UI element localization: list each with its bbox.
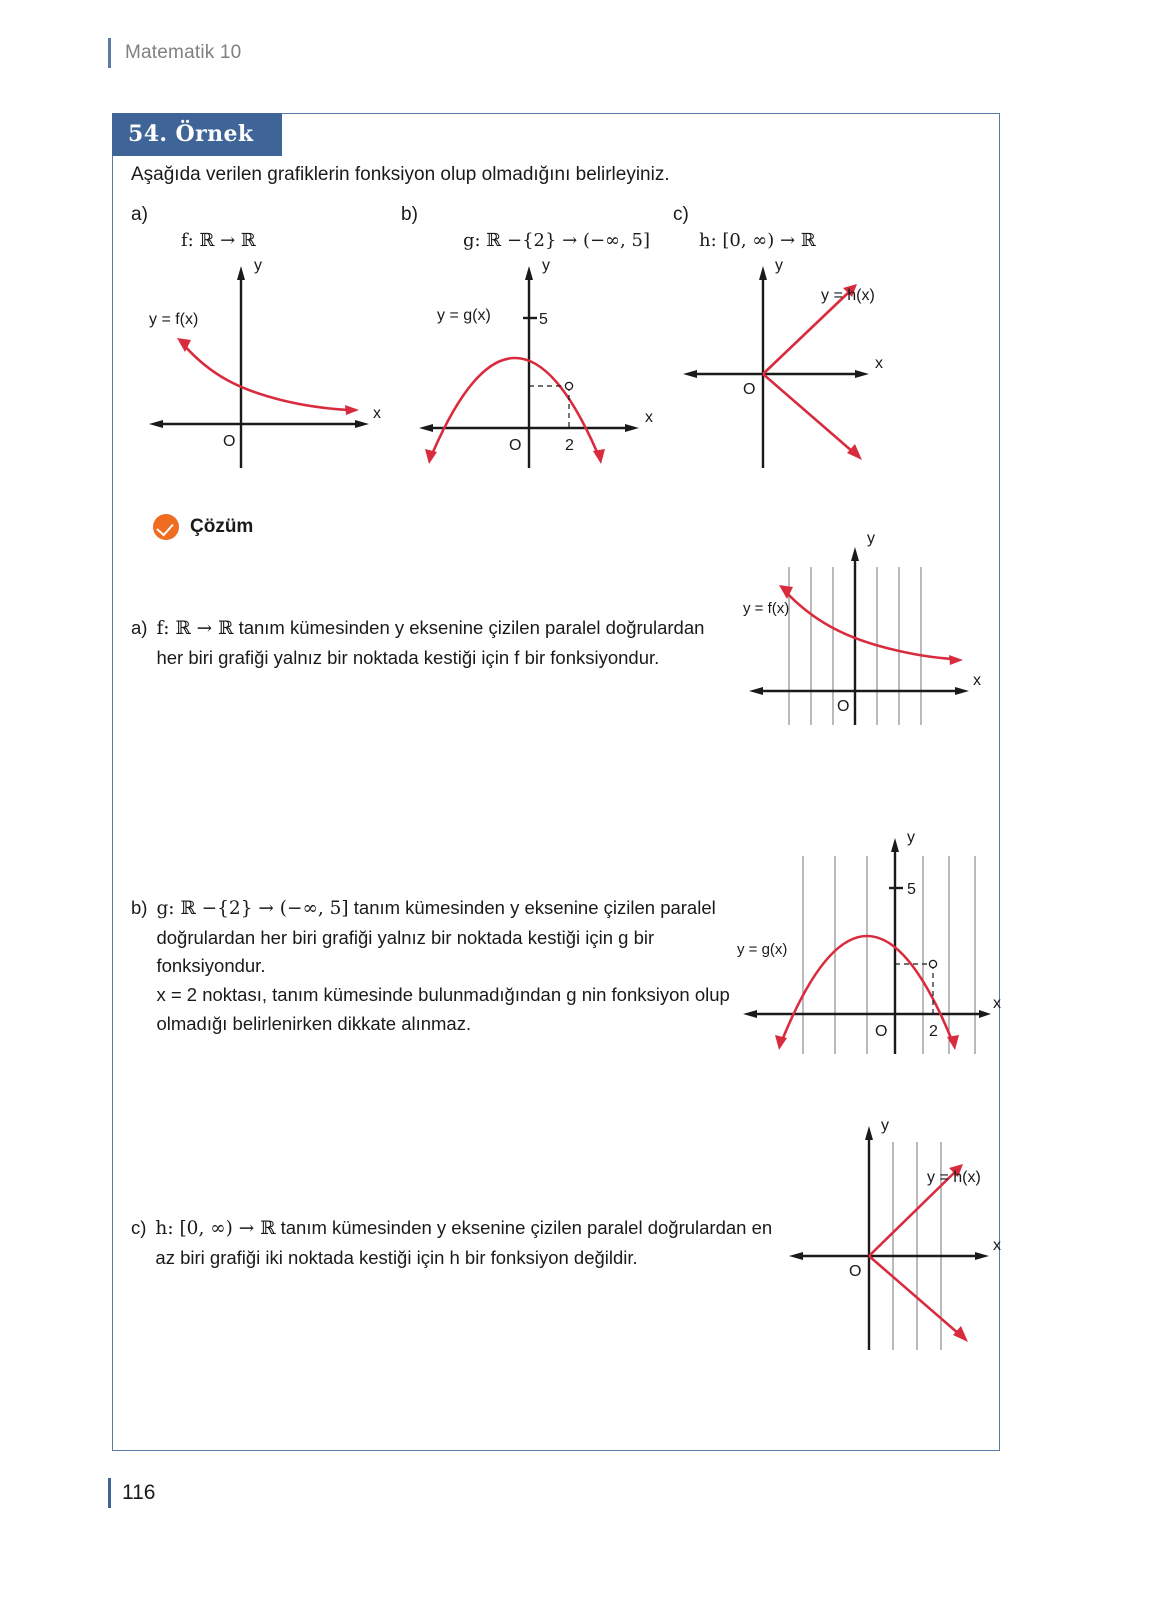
axis-label-x-b: x xyxy=(645,409,653,426)
origin-label-b: O xyxy=(509,437,522,454)
solution-math-b: g: ℝ −{2} → (−∞, 5] xyxy=(156,898,349,919)
origin-label-sol-a: O xyxy=(837,698,850,715)
axis-label-x-c: x xyxy=(875,355,883,372)
problem-domain-c: h: [0, ∞) → ℝ xyxy=(699,230,816,251)
origin-label-c: O xyxy=(743,381,756,398)
axis-label-x-sol-b: x xyxy=(993,995,1001,1012)
problem-letter-a: a) xyxy=(131,204,148,225)
solution-body-c: tanım kümesinden y eksenine çizilen paralel doğrulardan en az biri grafiği iki noktada kestiği için h bir fonksiyon değildir. xyxy=(155,1217,773,1268)
page-footer xyxy=(108,1478,155,1508)
solution-item-c xyxy=(131,1214,779,1272)
x-hole-label-sol-b: 2 xyxy=(929,1023,938,1040)
footer-accent-rule xyxy=(108,1478,111,1508)
solution-body-a: tanım kümesinden y eksenine çizilen paralel doğrulardan her biri grafiği yalnız bir noktada kestiği için f bir fonksiyondur. xyxy=(156,617,705,668)
example-content-box xyxy=(112,113,1000,1451)
axis-label-x-sol-c: x xyxy=(993,1237,1001,1254)
solution-graph-c xyxy=(781,1114,1016,1354)
axis-label-y-a: y xyxy=(254,257,262,274)
example-number-tab: 54. Örnek xyxy=(112,113,282,156)
x-hole-label-b: 2 xyxy=(565,437,574,454)
solution-heading xyxy=(153,514,253,540)
y-max-label-sol-b: 5 xyxy=(907,881,916,898)
problem-graph-c xyxy=(681,256,936,476)
axis-label-y-c: y xyxy=(775,257,783,274)
problem-domain-b: g: ℝ −{2} → (−∞, 5] xyxy=(463,230,650,251)
header-accent-rule xyxy=(108,38,111,68)
curve-label-sol-a: y = f(x) xyxy=(743,600,790,617)
y-max-label-b: 5 xyxy=(539,311,548,328)
problem-graph-a xyxy=(141,256,391,476)
origin-label-sol-b: O xyxy=(875,1023,888,1040)
problem-domain-a: f: ℝ → ℝ xyxy=(181,230,256,251)
solution-text-b xyxy=(156,894,733,1038)
solution-heading-label: Çözüm xyxy=(190,516,254,537)
curve-label-b: y = g(x) xyxy=(437,307,491,324)
curve-label-c: y = h(x) xyxy=(821,287,875,304)
page-header xyxy=(108,38,241,68)
problem-graph-b xyxy=(411,256,676,476)
solution-body-b: tanım kümesinden y eksenine çizilen paralel doğrulardan her biri grafiği yalnız bir noktada kestiği için g bir fonksiyondur. xyxy=(156,897,716,977)
page-number: 116 xyxy=(122,1481,156,1504)
axis-label-x-a: x xyxy=(373,405,381,422)
book-title: Matematik 10 xyxy=(125,42,242,63)
curve-label-sol-b: y = g(x) xyxy=(737,941,788,958)
solution-letter-c: c) xyxy=(131,1217,147,1238)
solution-math-a: f: ℝ → ℝ xyxy=(156,618,234,639)
solution-item-a xyxy=(131,614,731,672)
solution-math-c: h: [0, ∞) → ℝ xyxy=(155,1218,276,1239)
origin-label-sol-c: O xyxy=(849,1263,862,1280)
solution-item-b xyxy=(131,894,733,1038)
example-prompt: Aşağıda verilen grafiklerin fonksiyon olup olmadığını belirleyiniz. xyxy=(131,164,670,185)
curve-label-a: y = f(x) xyxy=(149,311,199,328)
axis-label-y-sol-b: y xyxy=(907,829,915,846)
solution-text-c xyxy=(155,1214,779,1272)
solution-graph-a xyxy=(741,529,991,729)
check-circle-icon xyxy=(153,514,179,540)
axis-label-x-sol-a: x xyxy=(973,672,981,689)
curve-label-sol-c: y = h(x) xyxy=(927,1169,981,1186)
solution-text-a xyxy=(156,614,731,672)
solution-body-b2: x = 2 noktası, tanım kümesinde bulunmadığından g nin fonksiyon olup olmadığı belirlenirken dikkate alınmaz. xyxy=(156,984,730,1034)
solution-graph-b xyxy=(735,824,1001,1059)
problem-letter-c: c) xyxy=(673,204,689,225)
axis-label-y-sol-a: y xyxy=(867,530,875,547)
solution-letter-a: a) xyxy=(131,617,148,638)
solution-letter-b: b) xyxy=(131,897,148,918)
problem-graph-row xyxy=(113,204,1001,494)
problem-letter-b: b) xyxy=(401,204,418,225)
axis-label-y-b: y xyxy=(542,257,550,274)
axis-label-y-sol-c: y xyxy=(881,1117,889,1134)
origin-label-a: O xyxy=(223,433,236,450)
